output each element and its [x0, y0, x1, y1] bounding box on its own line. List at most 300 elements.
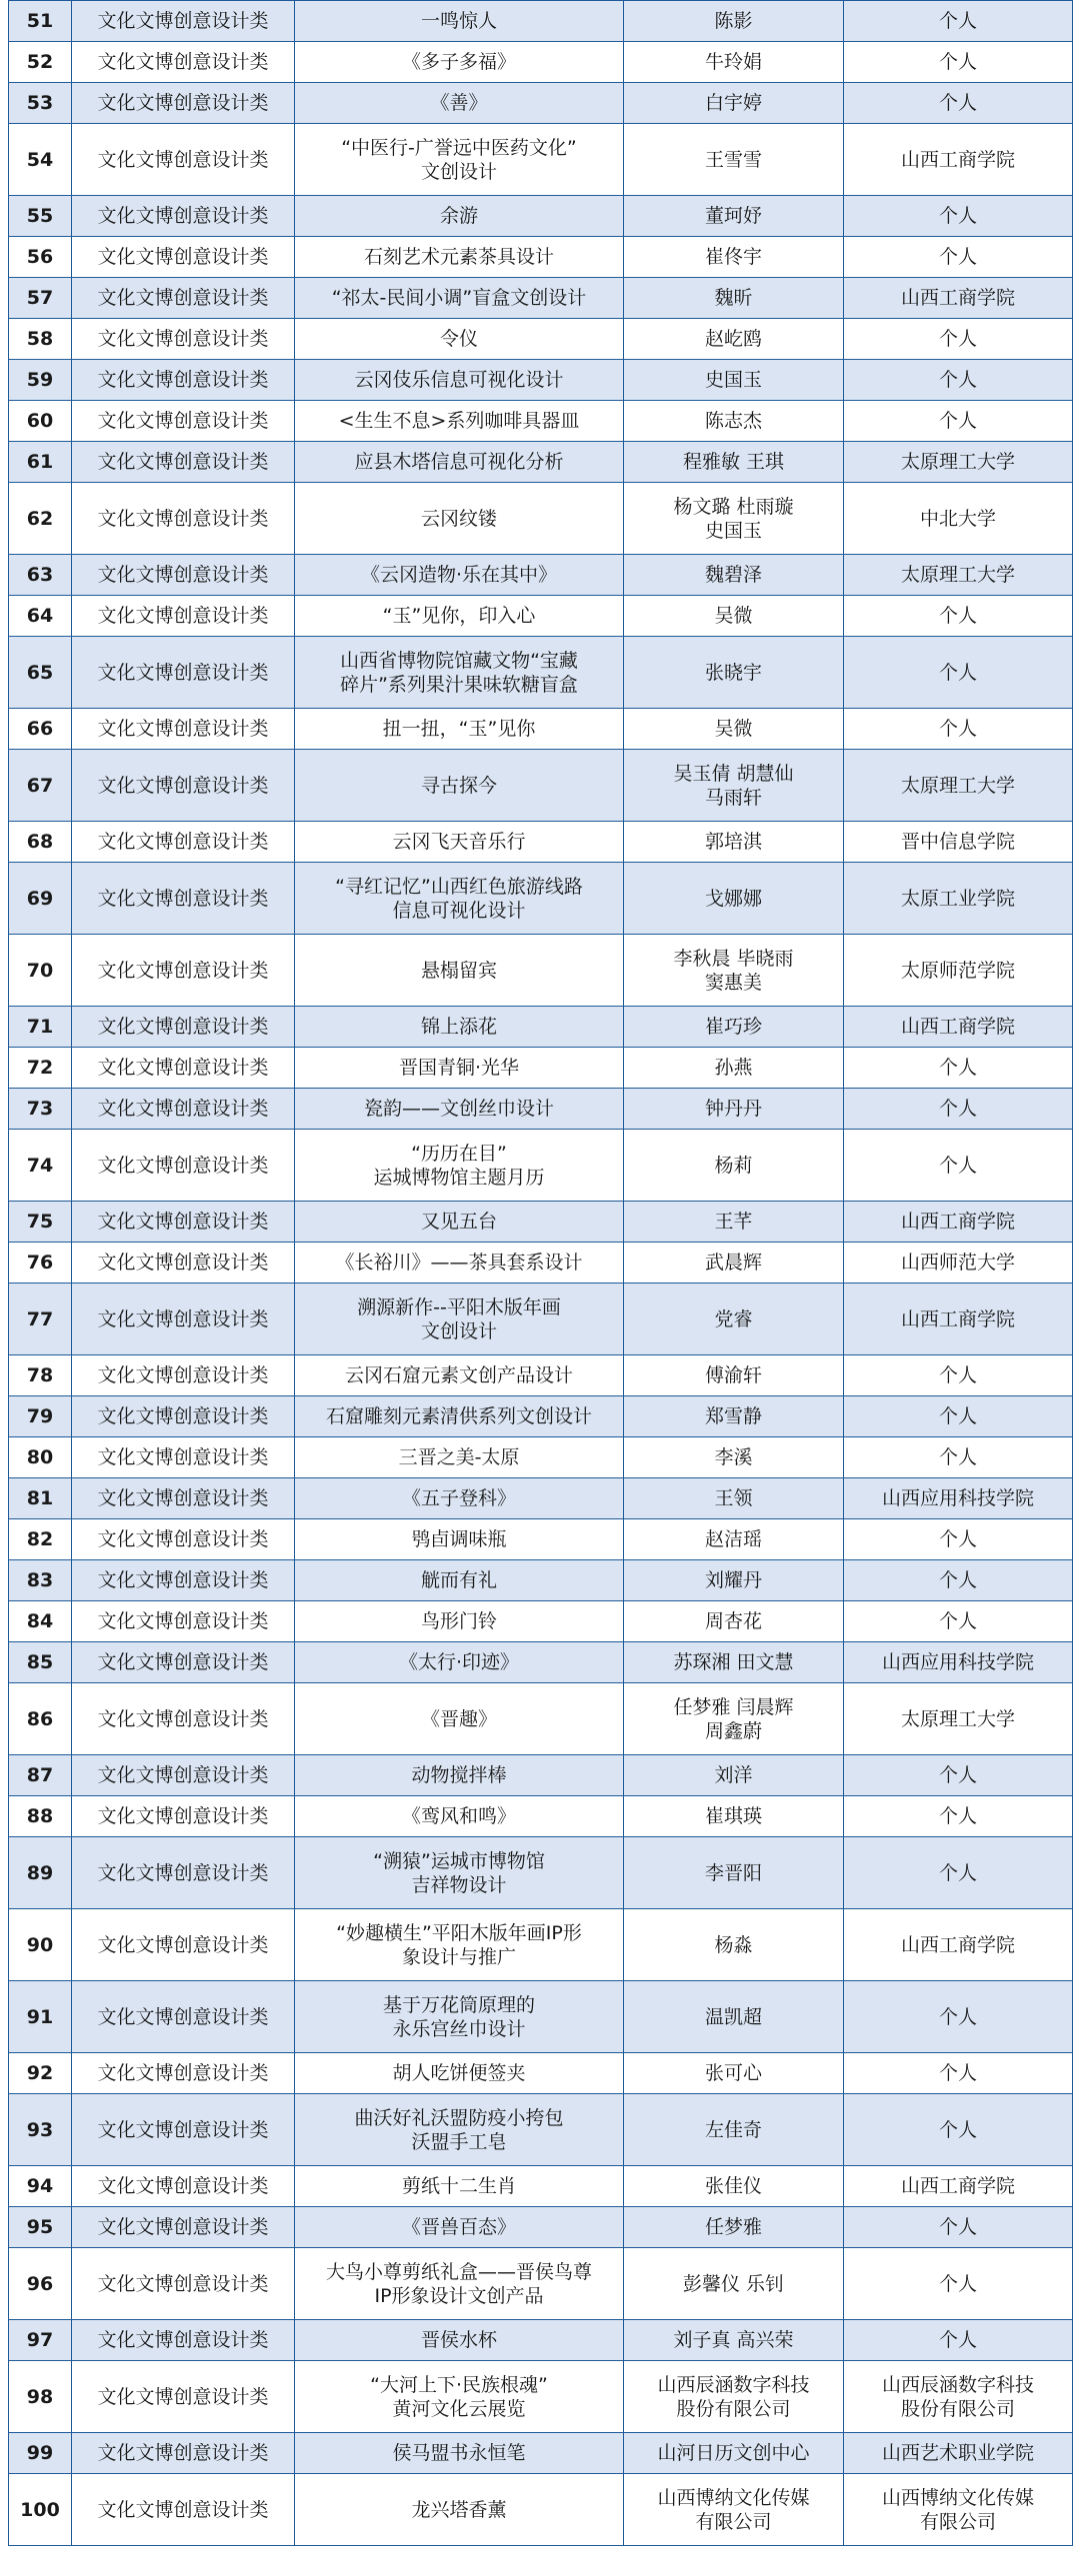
row-number-cell: 57	[9, 278, 72, 319]
author-cell: 张可心	[624, 2053, 844, 2094]
category-cell: 文化文博创意设计类	[72, 555, 295, 596]
category-cell: 文化文博创意设计类	[72, 596, 295, 637]
category-cell: 文化文博创意设计类	[72, 1355, 295, 1396]
work-title-cell: “历历在目” 运城博物馆主题月历	[295, 1130, 624, 1202]
work-title-cell: <生生不息>系列咖啡具器皿	[295, 401, 624, 442]
organization-cell: 个人	[844, 1796, 1073, 1837]
author-cell: 王芊	[624, 1202, 844, 1243]
author-cell: 崔佟宇	[624, 237, 844, 278]
author-cell: 郑雪静	[624, 1396, 844, 1437]
work-title-cell: 令仪	[295, 319, 624, 360]
table-row	[9, 1519, 1073, 1560]
author-cell: 牛玲娟	[624, 42, 844, 83]
table-row	[9, 2094, 1073, 2166]
table-row	[9, 42, 1073, 83]
organization-cell: 个人	[844, 1355, 1073, 1396]
organization-cell: 个人	[844, 42, 1073, 83]
category-cell: 文化文博创意设计类	[72, 319, 295, 360]
organization-cell: 个人	[844, 2320, 1073, 2361]
organization-cell: 个人	[844, 1519, 1073, 1560]
row-number-cell: 52	[9, 42, 72, 83]
table-row	[9, 1202, 1073, 1243]
organization-cell: 个人	[844, 237, 1073, 278]
row-number-cell: 85	[9, 1642, 72, 1683]
table-row	[9, 1909, 1073, 1981]
work-title-cell: 龙兴塔香薰	[295, 2474, 624, 2546]
author-cell: 刘耀丹	[624, 1560, 844, 1601]
author-cell: 刘洋	[624, 1755, 844, 1796]
table-row	[9, 2361, 1073, 2433]
organization-cell: 个人	[844, 2053, 1073, 2094]
author-cell: 李晋阳	[624, 1837, 844, 1909]
author-cell: 刘子真 高兴荣	[624, 2320, 844, 2361]
author-cell: 吴微	[624, 596, 844, 637]
category-cell: 文化文博创意设计类	[72, 2207, 295, 2248]
category-cell: 文化文博创意设计类	[72, 1981, 295, 2053]
category-cell: 文化文博创意设计类	[72, 483, 295, 555]
author-cell: 杨淼	[624, 1909, 844, 1981]
row-number-cell: 90	[9, 1909, 72, 1981]
author-cell: 傅渝轩	[624, 1355, 844, 1396]
organization-cell: 晋中信息学院	[844, 822, 1073, 863]
work-title-cell: 基于万花筒原理的 永乐宫丝巾设计	[295, 1981, 624, 2053]
table-row	[9, 196, 1073, 237]
row-number-cell: 95	[9, 2207, 72, 2248]
row-number-cell: 75	[9, 1202, 72, 1243]
category-cell: 文化文博创意设计类	[72, 1284, 295, 1355]
organization-cell: 山西工商学院	[844, 1007, 1073, 1048]
table-row	[9, 1981, 1073, 2053]
row-number-cell: 86	[9, 1683, 72, 1755]
table-row	[9, 1048, 1073, 1089]
category-cell: 文化文博创意设计类	[72, 124, 295, 196]
author-cell: 戈娜娜	[624, 863, 844, 935]
organization-cell: 个人	[844, 2248, 1073, 2320]
category-cell: 文化文博创意设计类	[72, 2433, 295, 2474]
work-title-cell: 《晋趣》	[295, 1683, 624, 1755]
work-title-cell: 《善》	[295, 83, 624, 124]
author-cell: 李溪	[624, 1437, 844, 1478]
organization-cell: 山西应用科技学院	[844, 1642, 1073, 1683]
results-table	[8, 0, 1073, 2546]
author-cell: 吴玉倩 胡慧仙 马雨轩	[624, 750, 844, 822]
author-cell: 周杏花	[624, 1601, 844, 1642]
work-title-cell: “中医行-广誉远中医药文化” 文创设计	[295, 124, 624, 196]
work-title-cell: 山西省博物院馆藏文物“宝藏 碎片”系列果汁果味软糖盲盒	[295, 637, 624, 709]
table-row	[9, 1601, 1073, 1642]
organization-cell: 太原理工大学	[844, 555, 1073, 596]
row-number-cell: 93	[9, 2094, 72, 2166]
category-cell: 文化文博创意设计类	[72, 1478, 295, 1519]
author-cell: 任梦雅	[624, 2207, 844, 2248]
category-cell: 文化文博创意设计类	[72, 2320, 295, 2361]
row-number-cell: 56	[9, 237, 72, 278]
category-cell: 文化文博创意设计类	[72, 1, 295, 42]
table-row	[9, 483, 1073, 555]
author-cell: 张晓宇	[624, 637, 844, 709]
category-cell: 文化文博创意设计类	[72, 1837, 295, 1909]
category-cell: 文化文博创意设计类	[72, 1683, 295, 1755]
row-number-cell: 66	[9, 709, 72, 750]
row-number-cell: 94	[9, 2166, 72, 2207]
row-number-cell: 61	[9, 442, 72, 483]
work-title-cell: 悬榻留宾	[295, 935, 624, 1007]
row-number-cell: 68	[9, 822, 72, 863]
row-number-cell: 59	[9, 360, 72, 401]
work-title-cell: 余游	[295, 196, 624, 237]
author-cell: 任梦雅 闫晨辉 周鑫蔚	[624, 1683, 844, 1755]
table-row	[9, 822, 1073, 863]
table-row	[9, 1437, 1073, 1478]
row-number-cell: 53	[9, 83, 72, 124]
organization-cell: 个人	[844, 1981, 1073, 2053]
category-cell: 文化文博创意设计类	[72, 1909, 295, 1981]
row-number-cell: 72	[9, 1048, 72, 1089]
row-number-cell: 69	[9, 863, 72, 935]
author-cell: 彭馨仪 乐钊	[624, 2248, 844, 2320]
row-number-cell: 51	[9, 1, 72, 42]
category-cell: 文化文博创意设计类	[72, 1396, 295, 1437]
row-number-cell: 99	[9, 2433, 72, 2474]
author-cell: 史国玉	[624, 360, 844, 401]
author-cell: 苏琛湘 田文慧	[624, 1642, 844, 1683]
work-title-cell: “玉”见你，印入心	[295, 596, 624, 637]
table-row	[9, 319, 1073, 360]
author-cell: 李秋晨 毕晓雨 窦惠美	[624, 935, 844, 1007]
row-number-cell: 79	[9, 1396, 72, 1437]
organization-cell: 个人	[844, 1437, 1073, 1478]
work-title-cell: 鸟形门铃	[295, 1601, 624, 1642]
organization-cell: 山西博纳文化传媒 有限公司	[844, 2474, 1073, 2546]
row-number-cell: 71	[9, 1007, 72, 1048]
organization-cell: 个人	[844, 2094, 1073, 2166]
organization-cell: 太原师范学院	[844, 935, 1073, 1007]
organization-cell: 山西工商学院	[844, 1909, 1073, 1981]
table-row	[9, 2166, 1073, 2207]
organization-cell: 个人	[844, 401, 1073, 442]
author-cell: 杨莉	[624, 1130, 844, 1202]
organization-cell: 山西工商学院	[844, 1202, 1073, 1243]
work-title-cell: 《五子登科》	[295, 1478, 624, 1519]
category-cell: 文化文博创意设计类	[72, 1755, 295, 1796]
organization-cell: 个人	[844, 1130, 1073, 1202]
table-row	[9, 1355, 1073, 1396]
work-title-cell: 《长裕川》——茶具套系设计	[295, 1243, 624, 1284]
author-cell: 山河日历文创中心	[624, 2433, 844, 2474]
table-row	[9, 442, 1073, 483]
organization-cell: 山西艺术职业学院	[844, 2433, 1073, 2474]
table-row	[9, 2433, 1073, 2474]
work-title-cell: 瓷韵——文创丝巾设计	[295, 1089, 624, 1130]
work-title-cell: “寻红记忆”山西红色旅游线路 信息可视化设计	[295, 863, 624, 935]
row-number-cell: 87	[9, 1755, 72, 1796]
work-title-cell: 《云冈造物·乐在其中》	[295, 555, 624, 596]
row-number-cell: 76	[9, 1243, 72, 1284]
category-cell: 文化文博创意设计类	[72, 1437, 295, 1478]
row-number-cell: 78	[9, 1355, 72, 1396]
category-cell: 文化文博创意设计类	[72, 1243, 295, 1284]
table-row	[9, 935, 1073, 1007]
category-cell: 文化文博创意设计类	[72, 278, 295, 319]
category-cell: 文化文博创意设计类	[72, 360, 295, 401]
organization-cell: 个人	[844, 2207, 1073, 2248]
work-title-cell: 应县木塔信息可视化分析	[295, 442, 624, 483]
work-title-cell: “妙趣横生”平阳木版年画IP形 象设计与推广	[295, 1909, 624, 1981]
author-cell: 郭培淇	[624, 822, 844, 863]
row-number-cell: 92	[9, 2053, 72, 2094]
row-number-cell: 98	[9, 2361, 72, 2433]
category-cell: 文化文博创意设计类	[72, 1601, 295, 1642]
organization-cell: 中北大学	[844, 483, 1073, 555]
organization-cell: 个人	[844, 319, 1073, 360]
category-cell: 文化文博创意设计类	[72, 2166, 295, 2207]
organization-cell: 太原工业学院	[844, 863, 1073, 935]
row-number-cell: 67	[9, 750, 72, 822]
category-cell: 文化文博创意设计类	[72, 2053, 295, 2094]
organization-cell: 个人	[844, 360, 1073, 401]
table-row	[9, 2053, 1073, 2094]
category-cell: 文化文博创意设计类	[72, 442, 295, 483]
organization-cell: 个人	[844, 1089, 1073, 1130]
work-title-cell: 《鸾风和鸣》	[295, 1796, 624, 1837]
row-number-cell: 55	[9, 196, 72, 237]
author-cell: 陈志杰	[624, 401, 844, 442]
work-title-cell: 剪纸十二生肖	[295, 2166, 624, 2207]
table-row	[9, 83, 1073, 124]
work-title-cell: 《多子多福》	[295, 42, 624, 83]
category-cell: 文化文博创意设计类	[72, 1642, 295, 1683]
organization-cell: 山西工商学院	[844, 124, 1073, 196]
table-row	[9, 750, 1073, 822]
table-row	[9, 1683, 1073, 1755]
organization-cell: 山西辰涵数字科技 股份有限公司	[844, 2361, 1073, 2433]
work-title-cell: 鸮卣调味瓶	[295, 1519, 624, 1560]
table-row	[9, 401, 1073, 442]
category-cell: 文化文博创意设计类	[72, 401, 295, 442]
row-number-cell: 77	[9, 1284, 72, 1355]
row-number-cell: 81	[9, 1478, 72, 1519]
category-cell: 文化文博创意设计类	[72, 2361, 295, 2433]
table-row	[9, 709, 1073, 750]
work-title-cell: 石窟雕刻元素清供系列文创设计	[295, 1396, 624, 1437]
work-title-cell: 晋侯水杯	[295, 2320, 624, 2361]
work-title-cell: 石刻艺术元素茶具设计	[295, 237, 624, 278]
row-number-cell: 82	[9, 1519, 72, 1560]
category-cell: 文化文博创意设计类	[72, 709, 295, 750]
author-cell: 党睿	[624, 1284, 844, 1355]
table-row	[9, 1755, 1073, 1796]
row-number-cell: 62	[9, 483, 72, 555]
table-row	[9, 278, 1073, 319]
organization-cell: 个人	[844, 1601, 1073, 1642]
work-title-cell: 动物搅拌棒	[295, 1755, 624, 1796]
organization-cell: 山西师范大学	[844, 1243, 1073, 1284]
table-row	[9, 1243, 1073, 1284]
organization-cell: 个人	[844, 1, 1073, 42]
author-cell: 吴微	[624, 709, 844, 750]
work-title-cell: 侯马盟书永恒笔	[295, 2433, 624, 2474]
work-title-cell: 《太行·印迹》	[295, 1642, 624, 1683]
table-row	[9, 2320, 1073, 2361]
author-cell: 武晨辉	[624, 1243, 844, 1284]
row-number-cell: 96	[9, 2248, 72, 2320]
author-cell: 程雅敏 王琪	[624, 442, 844, 483]
table-row	[9, 1, 1073, 42]
category-cell: 文化文博创意设计类	[72, 2094, 295, 2166]
author-cell: 温凯超	[624, 1981, 844, 2053]
row-number-cell: 58	[9, 319, 72, 360]
author-cell: 崔巧珍	[624, 1007, 844, 1048]
organization-cell: 山西工商学院	[844, 1284, 1073, 1355]
category-cell: 文化文博创意设计类	[72, 935, 295, 1007]
work-title-cell: 一鸣惊人	[295, 1, 624, 42]
author-cell: 魏昕	[624, 278, 844, 319]
category-cell: 文化文博创意设计类	[72, 83, 295, 124]
organization-cell: 个人	[844, 1048, 1073, 1089]
work-title-cell: 寻古探今	[295, 750, 624, 822]
category-cell: 文化文博创意设计类	[72, 1130, 295, 1202]
work-title-cell: “祁太-民间小调”盲盒文创设计	[295, 278, 624, 319]
work-title-cell: “溯猿”运城市博物馆 吉祥物设计	[295, 1837, 624, 1909]
organization-cell: 个人	[844, 1560, 1073, 1601]
row-number-cell: 100	[9, 2474, 72, 2546]
category-cell: 文化文博创意设计类	[72, 2474, 295, 2546]
category-cell: 文化文博创意设计类	[72, 237, 295, 278]
work-title-cell: 觥而有礼	[295, 1560, 624, 1601]
organization-cell: 个人	[844, 709, 1073, 750]
table-row	[9, 637, 1073, 709]
work-title-cell: 溯源新作--平阳木版年画 文创设计	[295, 1284, 624, 1355]
organization-cell: 山西工商学院	[844, 278, 1073, 319]
author-cell: 杨文璐 杜雨璇 史国玉	[624, 483, 844, 555]
work-title-cell: 三晋之美-太原	[295, 1437, 624, 1478]
row-number-cell: 65	[9, 637, 72, 709]
table-row	[9, 360, 1073, 401]
organization-cell: 山西工商学院	[844, 2166, 1073, 2207]
organization-cell: 个人	[844, 637, 1073, 709]
category-cell: 文化文博创意设计类	[72, 863, 295, 935]
work-title-cell: 又见五台	[295, 1202, 624, 1243]
category-cell: 文化文博创意设计类	[72, 1048, 295, 1089]
row-number-cell: 60	[9, 401, 72, 442]
author-cell: 左佳奇	[624, 2094, 844, 2166]
organization-cell: 个人	[844, 1396, 1073, 1437]
row-number-cell: 70	[9, 935, 72, 1007]
organization-cell: 山西应用科技学院	[844, 1478, 1073, 1519]
table-row	[9, 1284, 1073, 1355]
category-cell: 文化文博创意设计类	[72, 1519, 295, 1560]
table-row	[9, 863, 1073, 935]
category-cell: 文化文博创意设计类	[72, 1007, 295, 1048]
author-cell: 陈影	[624, 1, 844, 42]
work-title-cell: 扭一扭，“玉”见你	[295, 709, 624, 750]
category-cell: 文化文博创意设计类	[72, 196, 295, 237]
work-title-cell: 云冈石窟元素文创产品设计	[295, 1355, 624, 1396]
author-cell: 山西博纳文化传媒 有限公司	[624, 2474, 844, 2546]
table-row	[9, 2207, 1073, 2248]
table-row	[9, 1089, 1073, 1130]
author-cell: 魏碧泽	[624, 555, 844, 596]
table-row	[9, 2474, 1073, 2546]
author-cell: 山西辰涵数字科技 股份有限公司	[624, 2361, 844, 2433]
work-title-cell: 晋国青铜·光华	[295, 1048, 624, 1089]
organization-cell: 个人	[844, 1837, 1073, 1909]
author-cell: 崔琪瑛	[624, 1796, 844, 1837]
row-number-cell: 64	[9, 596, 72, 637]
table-row	[9, 596, 1073, 637]
category-cell: 文化文博创意设计类	[72, 750, 295, 822]
work-title-cell: 《晋兽百态》	[295, 2207, 624, 2248]
results-table-container	[8, 0, 1072, 2546]
row-number-cell: 89	[9, 1837, 72, 1909]
author-cell: 孙燕	[624, 1048, 844, 1089]
work-title-cell: 曲沃好礼沃盟防疫小挎包 沃盟手工皂	[295, 2094, 624, 2166]
author-cell: 董珂妤	[624, 196, 844, 237]
table-row	[9, 1007, 1073, 1048]
organization-cell: 个人	[844, 1755, 1073, 1796]
results-table-body	[9, 1, 1073, 2546]
table-row	[9, 1642, 1073, 1683]
organization-cell: 个人	[844, 196, 1073, 237]
author-cell: 钟丹丹	[624, 1089, 844, 1130]
category-cell: 文化文博创意设计类	[72, 1796, 295, 1837]
organization-cell: 太原理工大学	[844, 1683, 1073, 1755]
organization-cell: 个人	[844, 596, 1073, 637]
category-cell: 文化文博创意设计类	[72, 1089, 295, 1130]
row-number-cell: 83	[9, 1560, 72, 1601]
work-title-cell: 云冈伎乐信息可视化设计	[295, 360, 624, 401]
category-cell: 文化文博创意设计类	[72, 637, 295, 709]
table-row	[9, 1796, 1073, 1837]
row-number-cell: 91	[9, 1981, 72, 2053]
category-cell: 文化文博创意设计类	[72, 2248, 295, 2320]
work-title-cell: 云冈纹镂	[295, 483, 624, 555]
work-title-cell: 锦上添花	[295, 1007, 624, 1048]
table-row	[9, 1396, 1073, 1437]
table-row	[9, 1560, 1073, 1601]
author-cell: 王领	[624, 1478, 844, 1519]
row-number-cell: 73	[9, 1089, 72, 1130]
work-title-cell: “大河上下·民族根魂” 黄河文化云展览	[295, 2361, 624, 2433]
organization-cell: 太原理工大学	[844, 750, 1073, 822]
work-title-cell: 胡人吃饼便签夹	[295, 2053, 624, 2094]
table-row	[9, 2248, 1073, 2320]
author-cell: 赵屹鸥	[624, 319, 844, 360]
category-cell: 文化文博创意设计类	[72, 1560, 295, 1601]
table-row	[9, 1130, 1073, 1202]
table-row	[9, 1478, 1073, 1519]
table-row	[9, 124, 1073, 196]
row-number-cell: 97	[9, 2320, 72, 2361]
author-cell: 白宇婷	[624, 83, 844, 124]
category-cell: 文化文博创意设计类	[72, 42, 295, 83]
work-title-cell: 大鸟小尊剪纸礼盒——晋侯鸟尊 IP形象设计文创产品	[295, 2248, 624, 2320]
work-title-cell: 云冈飞天音乐行	[295, 822, 624, 863]
category-cell: 文化文博创意设计类	[72, 1202, 295, 1243]
author-cell: 张佳仪	[624, 2166, 844, 2207]
table-row	[9, 555, 1073, 596]
table-row	[9, 1837, 1073, 1909]
row-number-cell: 88	[9, 1796, 72, 1837]
author-cell: 赵洁瑶	[624, 1519, 844, 1560]
row-number-cell: 74	[9, 1130, 72, 1202]
table-row	[9, 237, 1073, 278]
row-number-cell: 63	[9, 555, 72, 596]
row-number-cell: 80	[9, 1437, 72, 1478]
organization-cell: 太原理工大学	[844, 442, 1073, 483]
author-cell: 王雪雪	[624, 124, 844, 196]
row-number-cell: 54	[9, 124, 72, 196]
